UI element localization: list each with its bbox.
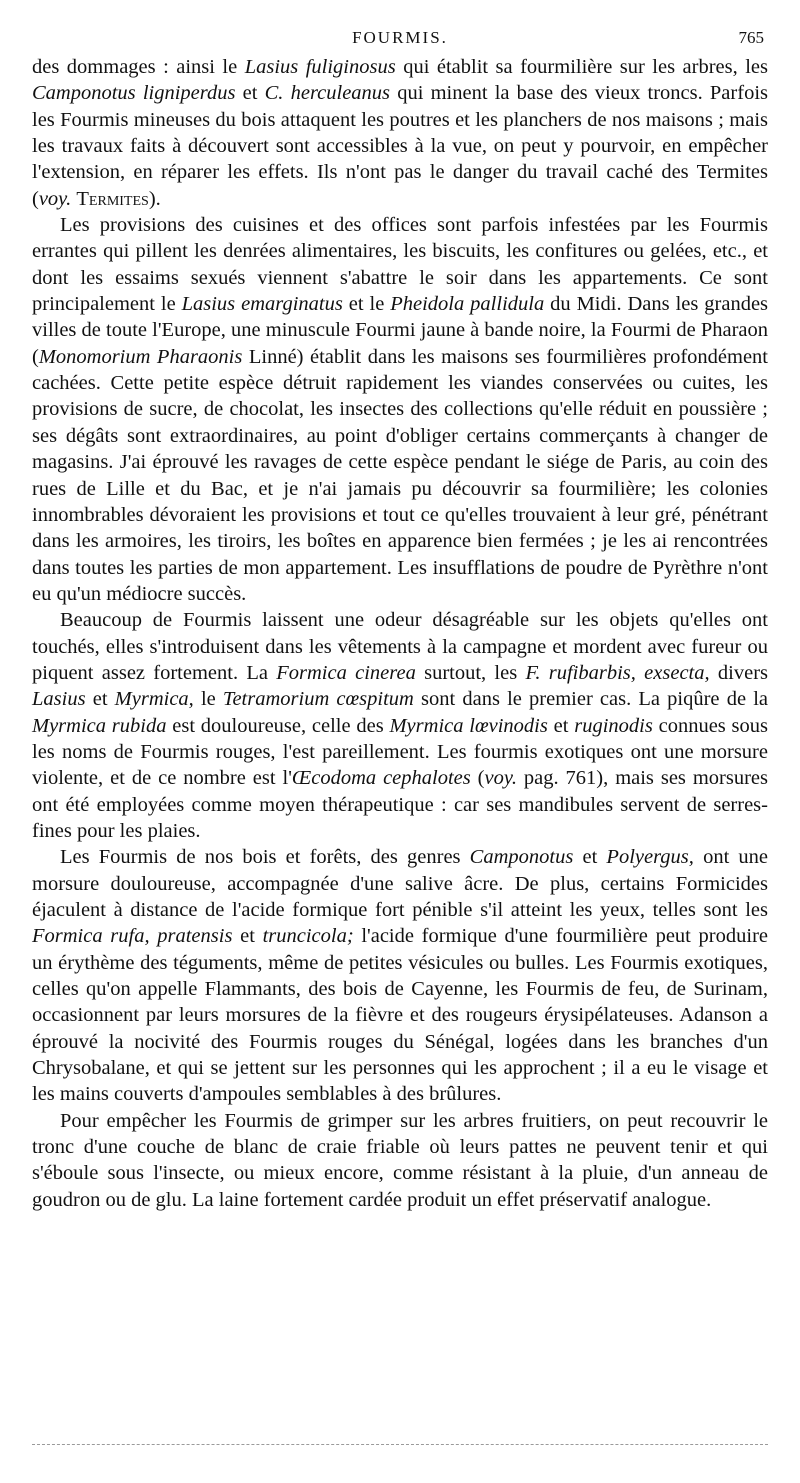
italic-term: Polyergus, xyxy=(606,846,694,869)
italic-term: Lasius emarginatus xyxy=(181,293,343,316)
italic-term: Camponotus ligniperdus xyxy=(32,82,236,105)
italic-term: F. rufibarbis, exsecta, xyxy=(525,661,710,684)
italic-term: Camponotus xyxy=(469,846,574,869)
footer-rule xyxy=(32,1444,768,1445)
text-run: qui établit sa fourmilière sur les arbres, les xyxy=(395,56,768,78)
italic-term: Myrmica rubida xyxy=(32,714,167,737)
text-run: qui minent la base des vieux troncs. Parfois les Fourmis mineuses du bois attaquent les poutres et les planchers de nos maisons ; mais les travaux faits à découvert sont accessibles à la vue, on peut y pourvoir, en empêcher l'extension, en réparer les effets. Ils n'ont pas le danger du travail caché des Termites ( xyxy=(32,82,768,210)
text-run: ( xyxy=(470,767,485,790)
text-run: et le xyxy=(342,293,391,316)
text-run: pag. 761), mais ses morsures ont été employées comme moyen thérapeutique : car ses mandibules servent de serres-fines pour les plaies. xyxy=(32,767,768,842)
italic-term: Formica rufa, pratensis xyxy=(32,925,233,948)
page-number: 765 xyxy=(738,28,764,47)
text-run: Beaucoup de Fourmis laissent une odeur désagréable sur les objets qu'elles ont touchés, elles s'introduisent dans les vêtements à la campagne et mordent avec fureur ou piquent assez fortement. La xyxy=(32,609,768,684)
text-run: des dommages : ainsi le xyxy=(32,56,245,78)
text-run: et xyxy=(235,82,265,105)
text-run: ). xyxy=(148,187,161,210)
italic-term: Pheidola pallidula xyxy=(390,293,545,316)
paragraph xyxy=(32,1108,768,1213)
text-run: et xyxy=(232,925,263,948)
text-run: et xyxy=(85,688,115,711)
text-run: le xyxy=(193,688,223,711)
text-run: et xyxy=(573,846,607,869)
text-run: surtout, les xyxy=(415,661,526,684)
italic-term: Œcodoma cephalotes xyxy=(291,767,471,790)
text-run: Linné) établit dans les maisons ses fourmilières profondément cachées. Cette petite espèce détruit rapidement les viandes conservées ou cuites, les provisions de sucre, de chocolat, les insectes des collections qu'elle réduit en poussière ; ses dégâts sont extraordinaires, au point d'obliger certains commerçants à changer de magasins. J'ai éprouvé les ravages de cette espèce pendant le siége de Paris, au coin des rues de Lille et du Bac, et je n'ai jamais pu découvrir sa fourmilière; les colonies innombrables dévoraient les provisions et tout ce qu'elles trouvaient à leur gré, pénétrant dans les armoires, les tiroirs, les boîtes en apparence bien fermées ; je les ai rencontrées dans toutes les parties de mon appartement. Les insufflations de poudre de Pyrèthre n'ont eu qu'un médiocre succès. xyxy=(32,345,768,605)
text-run: du Midi. Dans les grandes villes de toute l'Europe, une minuscule Fourmi jaune à bande noire, la Fourmi de Pharaon ( xyxy=(32,293,769,368)
text-run: Les provisions des cuisines et des offices sont parfois infestées par les Fourmis errantes qui pillent les denrées alimentaires, les biscuits, les confitures ou gelées, etc., et dont les essaims sexués viennent s'abattre le soir dans les appartements. Ce sont principalement le xyxy=(32,214,768,316)
paragraph xyxy=(32,212,768,607)
italic-term: Lasius fuliginosus xyxy=(244,56,396,78)
italic-term: C. herculeanus xyxy=(264,82,391,105)
text-run: divers xyxy=(709,661,768,684)
text-run: connues sous les noms de Fourmis rouges, l'est pareillement. Les fourmis exotiques ont une morsure violente, et de ce nombre est l' xyxy=(32,714,769,790)
text-run: et xyxy=(547,714,575,737)
document-page xyxy=(32,20,768,1213)
italic-term: Myrmica, xyxy=(114,688,194,711)
italic-term: voy. xyxy=(38,187,72,210)
text-run: l'acide formique d'une fourmilière peut produire un érythème des téguments, même de petites vésicules ou bulles. Les Fourmis exotiques, celles qu'on appelle Flammants, des bois de Cayenne, les Fourmis de feu, de Surinam, occasionnent par leurs morsures de la fièvre et des rougeurs érysipélateuses. Adanson a éprouvé la nocivité des Fourmis rouges du Sénégal, logées dans les branches d'un Chrysobalane, et qui se jettent sur les personnes qui les approchent ; il a eu le visage et les mains couverts d'ampoules semblables à des brûlures. xyxy=(32,925,768,1106)
body-text xyxy=(32,54,768,1213)
small-caps-term: Termites xyxy=(76,187,149,210)
text-run: ont une morsure douloureuse, accompagnée d'une salive âcre. De plus, certains Formicides éjaculent à distance de l'acide formique fort pénible s'il atteint les yeux, telles sont les xyxy=(32,846,769,921)
italic-term: Tetramorium cœspitum xyxy=(222,688,414,711)
italic-term: Monomorium Pharaonis xyxy=(38,345,243,368)
running-title: FOURMIS. xyxy=(352,28,448,47)
text-run: sont dans le premier cas. La piqûre de la xyxy=(413,688,768,711)
italic-term: Formica cinerea xyxy=(276,661,416,684)
italic-term: Lasius xyxy=(32,688,86,711)
italic-term: truncicola; xyxy=(262,925,354,948)
text-run: Pour empêcher les Fourmis de grimper sur les arbres fruitiers, on peut recouvrir le tronc d'une couche de blanc de craie friable où leurs pattes ne peuvent tenir et qui s'éboule sous l'insecte, ou mieux encore, comme résistant à la pluie, d'un anneau de goudron ou de glu. La laine fortement cardée produit un effet préservatif analogue. xyxy=(32,1109,768,1211)
paragraph xyxy=(32,844,768,1107)
italic-term: voy. xyxy=(484,767,517,790)
text-run: est douloureuse, celle des xyxy=(166,714,390,737)
italic-term: ruginodis xyxy=(574,714,653,737)
paragraph xyxy=(32,54,768,212)
text-run: Les Fourmis de nos bois et forêts, des genres xyxy=(60,846,470,869)
running-head xyxy=(32,20,768,54)
italic-term: Myrmica lœvinodis xyxy=(389,714,548,737)
paragraph xyxy=(32,607,768,844)
